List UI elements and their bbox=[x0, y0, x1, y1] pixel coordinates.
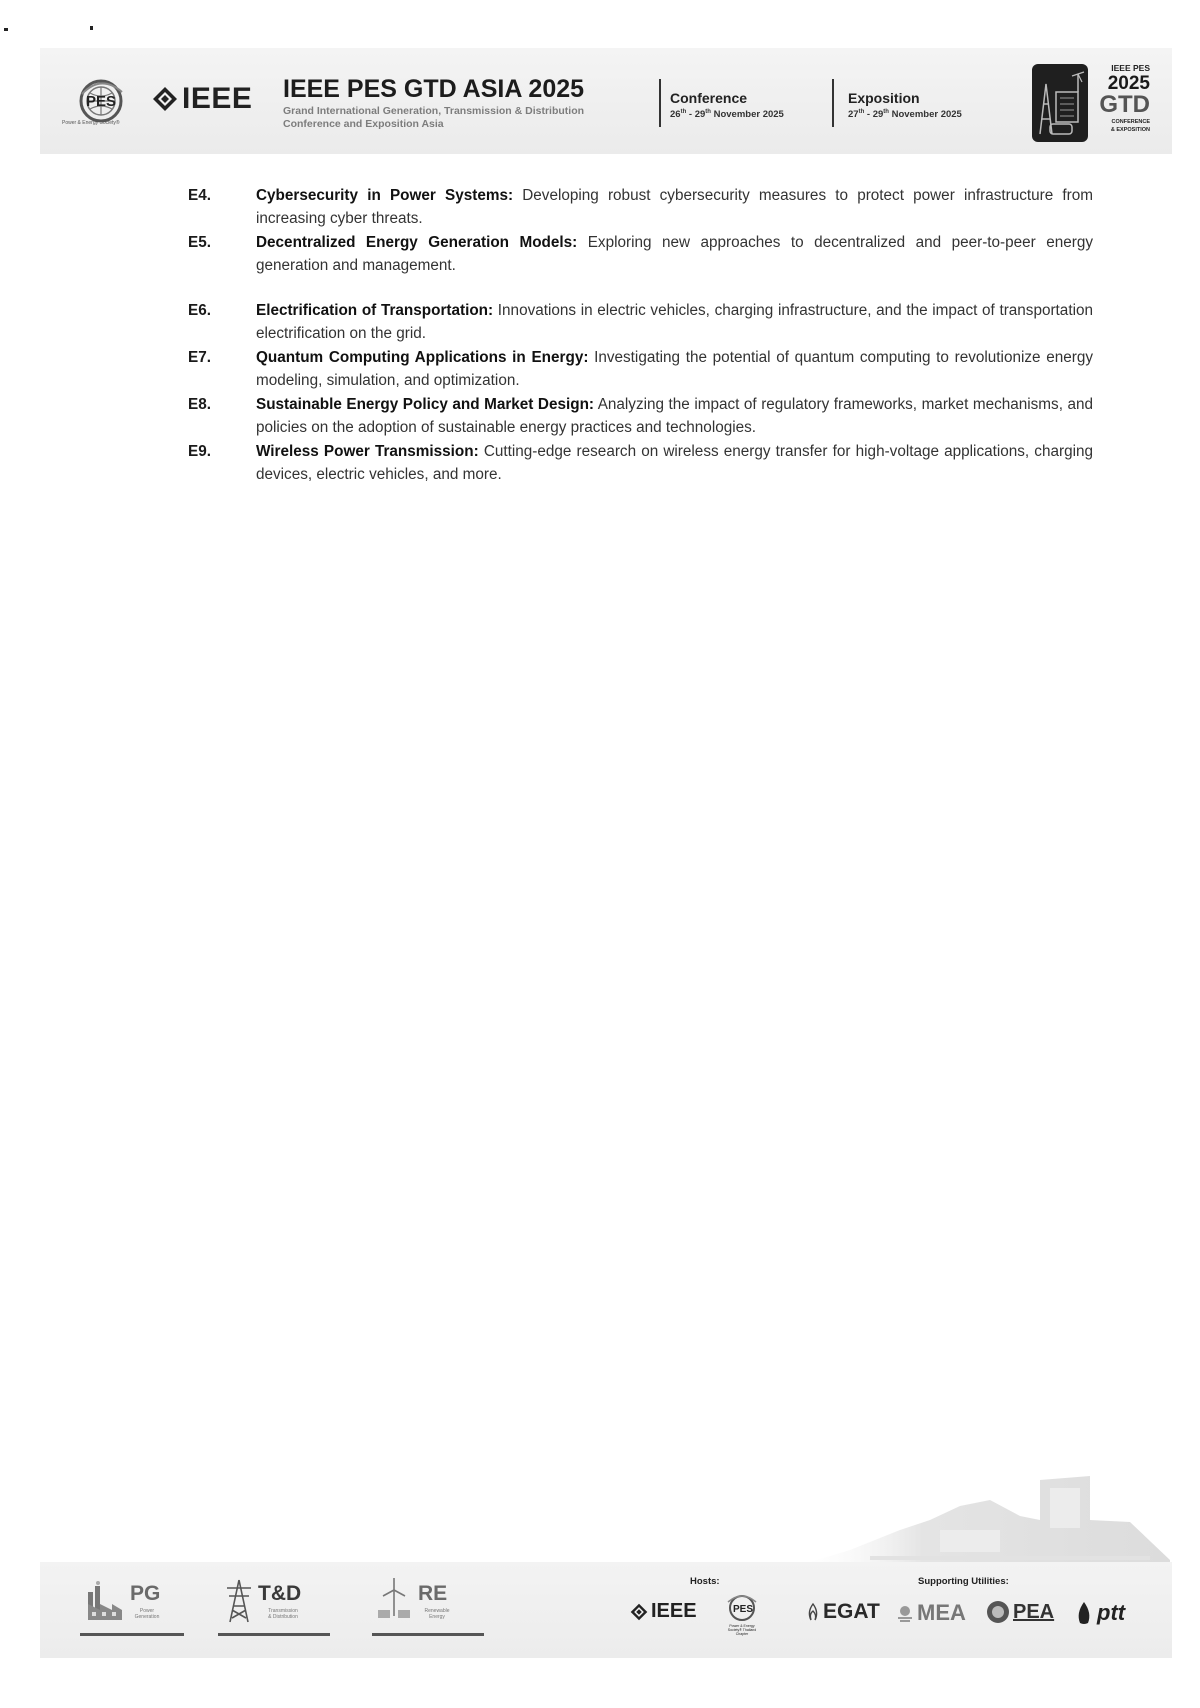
category-underline bbox=[218, 1633, 330, 1636]
badge-gtd: GTD bbox=[1099, 90, 1150, 118]
header-banner bbox=[40, 48, 1172, 154]
category-underline bbox=[372, 1633, 484, 1636]
category-underline bbox=[80, 1633, 184, 1636]
category-code: T&D bbox=[258, 1582, 302, 1605]
topic-description: Exploring new approaches to decentralized and peer-to-peer energy generation and management. bbox=[256, 234, 1093, 274]
topic-item bbox=[188, 440, 1093, 486]
host-pes-logo bbox=[722, 1592, 762, 1636]
utility-mea-logo bbox=[896, 1600, 966, 1626]
utility-ptt-logo bbox=[1074, 1600, 1125, 1626]
pea-emblem-icon bbox=[986, 1600, 1010, 1624]
svg-text:PES: PES bbox=[85, 93, 117, 110]
scan-mark bbox=[90, 26, 93, 30]
utility-name: EGAT bbox=[823, 1600, 880, 1623]
utility-egat-logo bbox=[806, 1600, 880, 1624]
subtitle-line: Conference and Exposition Asia bbox=[283, 118, 444, 130]
scan-mark bbox=[4, 28, 8, 31]
topic-number: E8. bbox=[188, 396, 211, 413]
utility-name: PEA bbox=[1013, 1600, 1055, 1623]
topic-item bbox=[188, 231, 1093, 277]
event-dates: 27th - 29th November 2025 bbox=[848, 109, 962, 121]
ptt-flame-icon bbox=[1074, 1601, 1094, 1625]
topic-number: E6. bbox=[188, 302, 211, 319]
mea-emblem-icon bbox=[896, 1604, 914, 1622]
topic-heading: Wireless Power Transmission: bbox=[256, 443, 479, 460]
ieee-diamond-icon bbox=[630, 1603, 648, 1621]
footer-banner bbox=[40, 1562, 1172, 1658]
factory-icon bbox=[86, 1580, 124, 1624]
topic-number: E7. bbox=[188, 349, 211, 366]
host-name: IEEE bbox=[651, 1600, 697, 1622]
header-divider bbox=[832, 79, 834, 127]
utility-name: ptt bbox=[1097, 1600, 1126, 1625]
topic-item bbox=[188, 184, 1093, 230]
pes-tagline: Power & Energy Society® bbox=[62, 120, 120, 126]
ieee-logo bbox=[152, 82, 252, 116]
building-watermark-icon bbox=[790, 1460, 1170, 1570]
exposition-dates bbox=[848, 90, 962, 120]
badge-line: IEEE PES bbox=[1111, 63, 1150, 73]
gtd-badge-text bbox=[1088, 64, 1150, 134]
topic-item bbox=[188, 393, 1093, 439]
badge-year: 2025 bbox=[1107, 72, 1150, 94]
svg-text:PES: PES bbox=[732, 1604, 754, 1615]
category-description: Transmission & Distribution bbox=[268, 1608, 298, 1620]
gtd-badge-icon bbox=[1032, 64, 1088, 142]
topic-description: Developing robust cybersecurity measures to protect power infrastructure from increasing cyber threats. bbox=[256, 187, 1093, 227]
wind-turbine-icon bbox=[374, 1576, 414, 1622]
conference-dates bbox=[670, 90, 784, 120]
topic-list bbox=[188, 184, 1093, 486]
topic-description: Cutting-edge research on wireless energy transfer for high-voltage applications, charging devices, electric vehicles, and more. bbox=[256, 443, 1093, 483]
badge-line: & EXPOSITION bbox=[1110, 127, 1150, 134]
host-ieee-logo bbox=[630, 1600, 697, 1623]
topic-heading: Quantum Computing Applications in Energy: bbox=[256, 349, 589, 366]
event-dates: 26th - 29th November 2025 bbox=[670, 109, 784, 121]
category-description: Renewable Energy bbox=[424, 1608, 450, 1620]
category-code: RE bbox=[418, 1582, 448, 1605]
topic-description: Analyzing the impact of regulatory frameworks, market mechanisms, and policies on the adoption of sustainable energy practices and technologies. bbox=[256, 396, 1093, 436]
topic-heading: Decentralized Energy Generation Models: bbox=[256, 234, 578, 251]
transmission-tower-icon bbox=[224, 1578, 254, 1624]
egat-flame-icon bbox=[806, 1602, 820, 1622]
topic-number: E5. bbox=[188, 234, 211, 251]
pes-globe-icon bbox=[722, 1592, 762, 1624]
supporting-label: Supporting Utilities: bbox=[918, 1576, 1009, 1587]
topic-item bbox=[188, 299, 1093, 345]
event-label: Conference bbox=[670, 90, 748, 106]
badge-line: CONFERENCE bbox=[1111, 118, 1150, 125]
topic-item bbox=[188, 346, 1093, 392]
topic-heading: Electrification of Transportation: bbox=[256, 302, 494, 319]
topic-number: E4. bbox=[188, 187, 211, 204]
utility-name: MEA bbox=[917, 1600, 966, 1625]
topic-heading: Cybersecurity in Power Systems: bbox=[256, 187, 514, 204]
ieee-wordmark: IEEE bbox=[182, 82, 253, 115]
event-label: Exposition bbox=[848, 90, 920, 106]
utility-pea-logo bbox=[986, 1600, 1054, 1624]
conference-title: IEEE PES GTD ASIA 2025 bbox=[283, 75, 585, 103]
category-description: Power Generation bbox=[134, 1608, 160, 1620]
topic-number: E9. bbox=[188, 443, 211, 460]
ieee-diamond-icon bbox=[152, 86, 178, 112]
topic-heading: Sustainable Energy Policy and Market Design: bbox=[256, 396, 595, 413]
header-divider bbox=[659, 79, 661, 127]
conference-subtitle bbox=[283, 105, 643, 131]
topic-description: Investigating the potential of quantum computing to revolutionize energy modeling, simulation, and optimization. bbox=[256, 349, 1093, 389]
pes-chapter: Power & Energy Society® Thailand Chapter bbox=[727, 1624, 757, 1636]
hosts-label: Hosts: bbox=[690, 1576, 720, 1587]
subtitle-line: Grand International Generation, Transmission & Distribution bbox=[283, 105, 585, 117]
topic-description: Innovations in electric vehicles, charging infrastructure, and the impact of transportation electrification on the grid. bbox=[256, 302, 1093, 342]
category-code: PG bbox=[130, 1582, 161, 1605]
